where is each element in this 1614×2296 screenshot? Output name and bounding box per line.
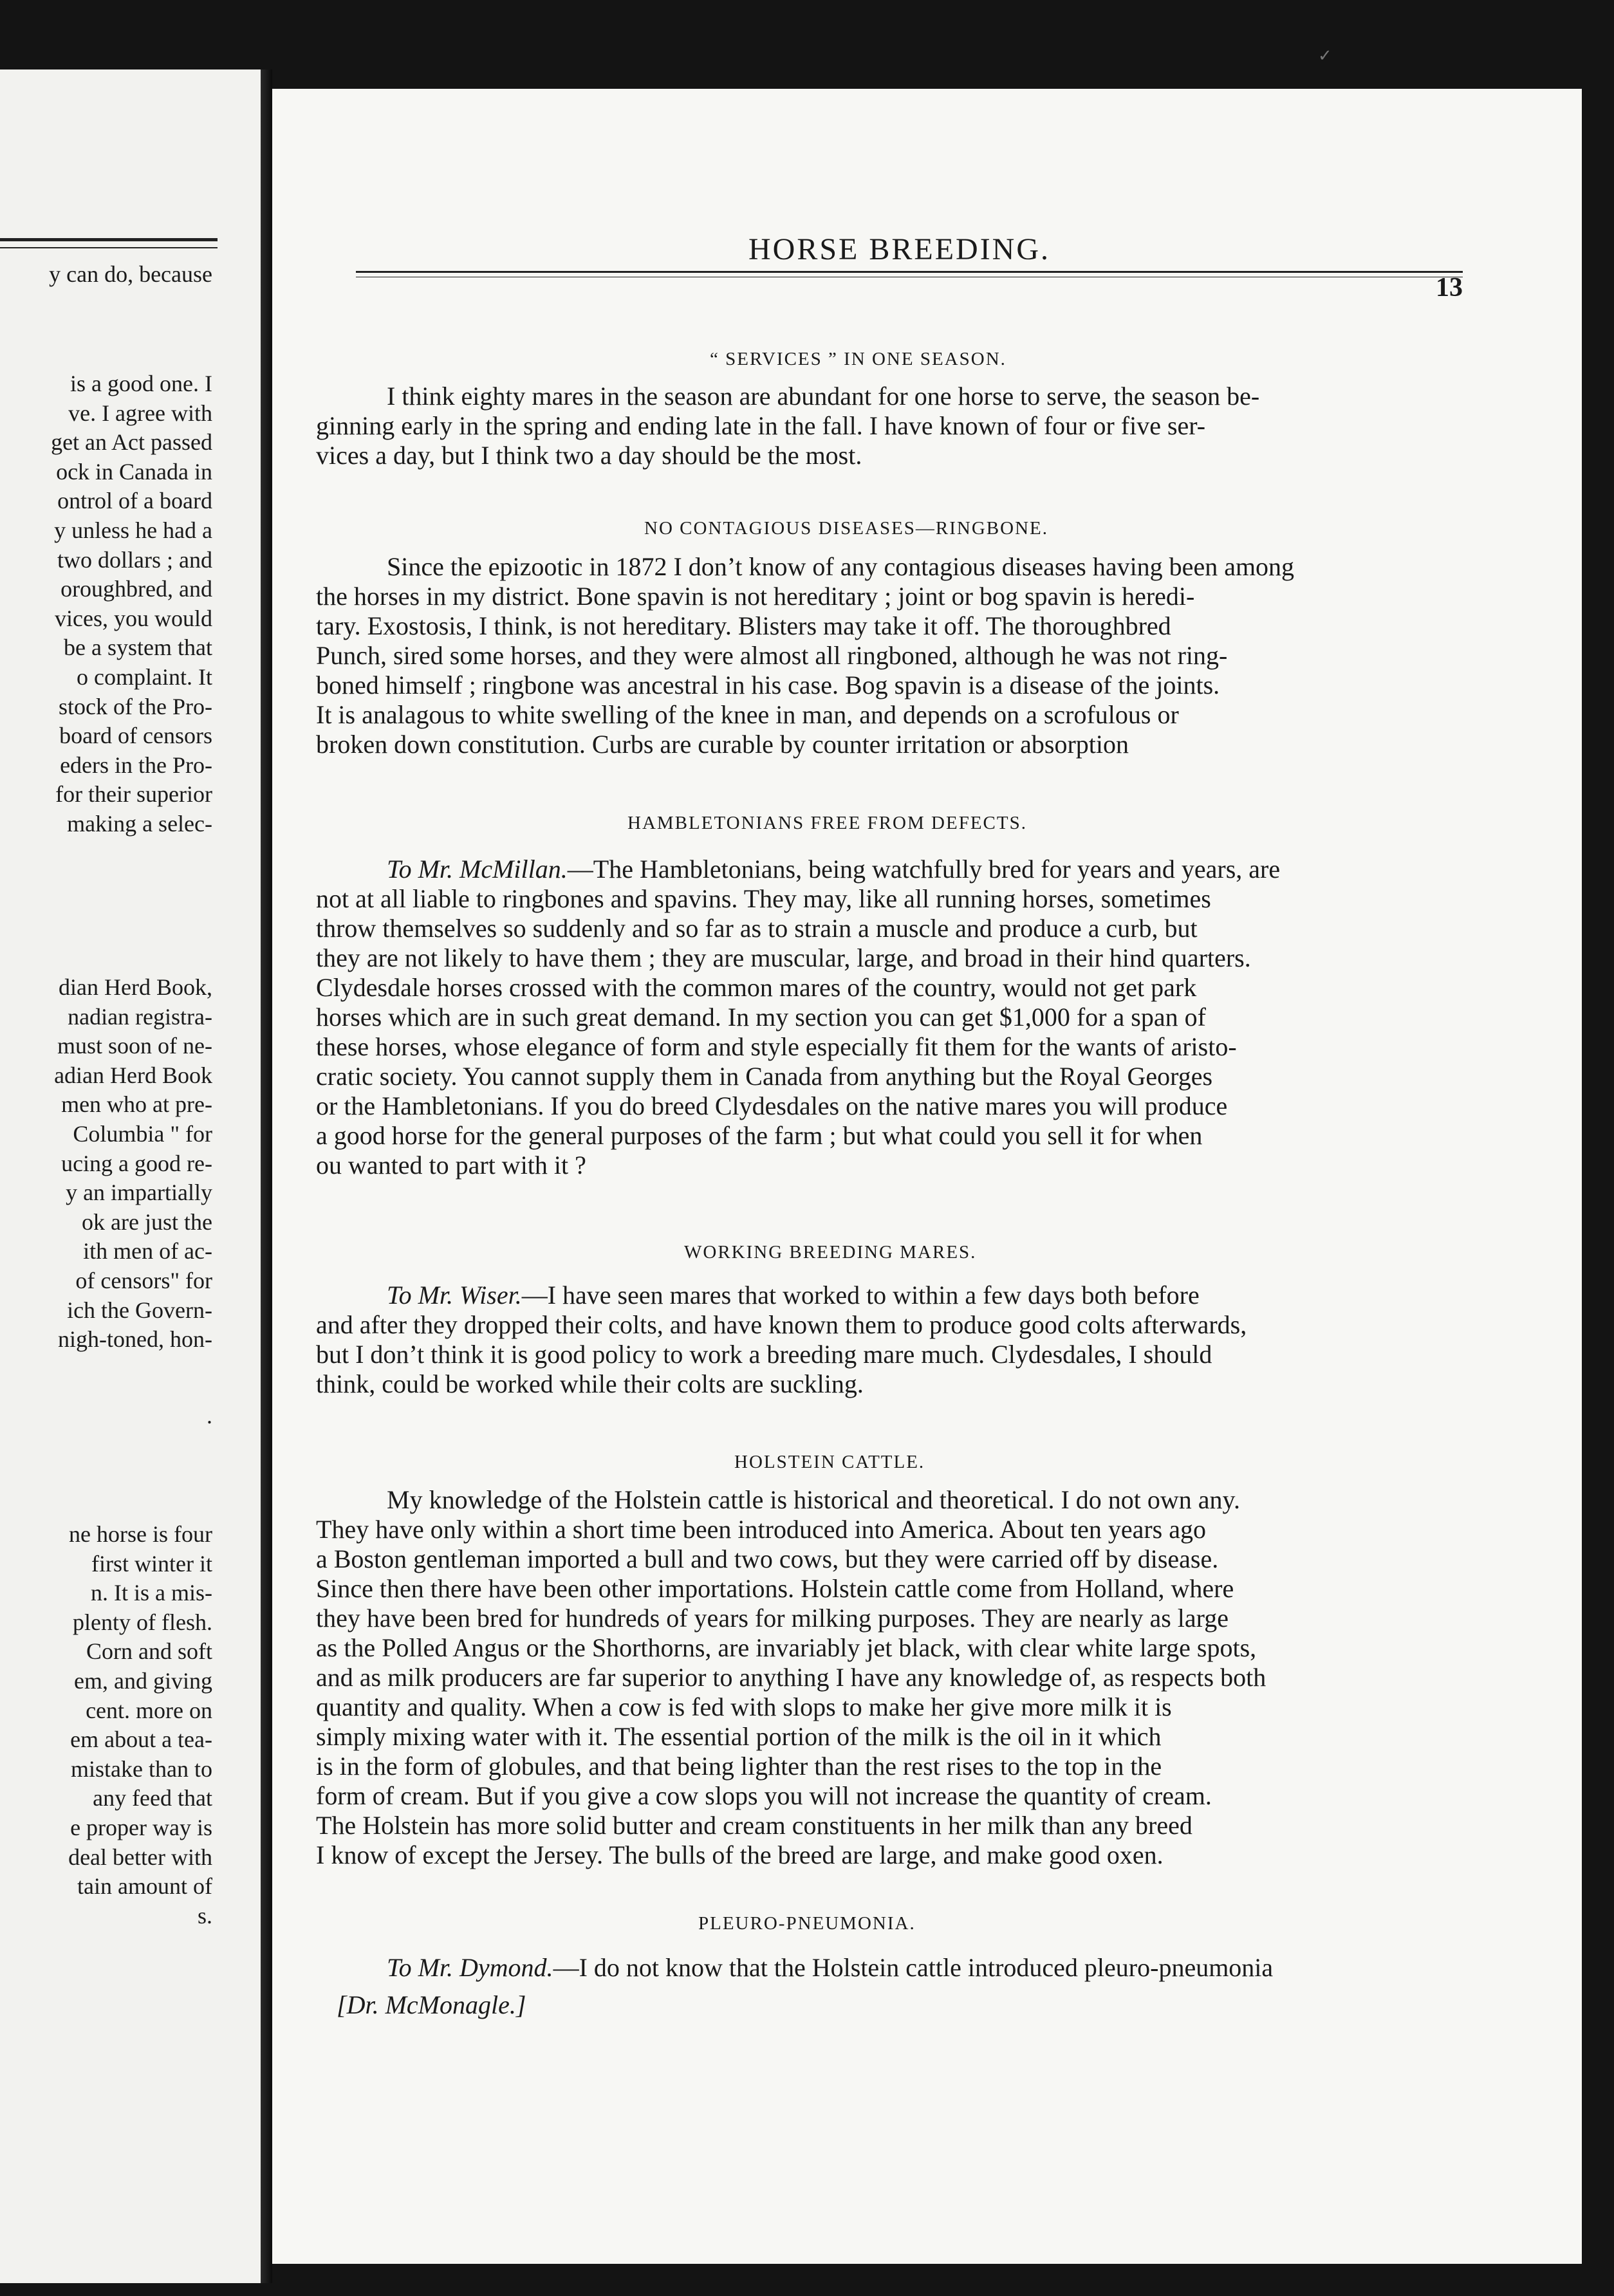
left-page-line: two dollars ; and <box>57 546 212 573</box>
body-line: ou wanted to part with it ? <box>316 1151 586 1180</box>
left-page-line: mistake than to <box>71 1755 212 1782</box>
salutation: To Mr. Dymond. <box>387 1953 553 1982</box>
body-line: but I don’t think it is good policy to work a breeding mare much. Clydesdales, I should <box>316 1340 1212 1369</box>
salutation: To Mr. Wiser. <box>387 1281 522 1310</box>
left-page-line: . <box>207 1403 212 1429</box>
body-line: not at all liable to ringbones and spavins. They may, like all running horses, sometimes <box>316 884 1211 913</box>
body-line: They have only within a short time been introduced into America. About ten years ago <box>316 1515 1206 1544</box>
section-heading-hambletonians: HAMBLETONIANS FREE FROM DEFECTS. <box>627 813 1027 833</box>
left-page-line: stock of the Pro- <box>59 693 212 719</box>
body-line: Punch, sired some horses, and they were almost all ringboned, although he was not ring- <box>316 641 1228 670</box>
left-page-line: plenty of flesh. <box>73 1609 212 1635</box>
left-page-line: ith men of ac- <box>83 1238 212 1264</box>
left-page-line: dian Herd Book, <box>59 974 212 1000</box>
book-page <box>272 89 1582 2264</box>
left-page-line: adian Herd Book <box>54 1062 212 1088</box>
body-line: cratic society. You cannot supply them in Canada from anything but the Royal Georges <box>316 1062 1213 1091</box>
left-page-line: ucing a good re- <box>61 1150 212 1176</box>
running-head: HORSE BREEDING. <box>748 232 1051 266</box>
body-line: It is analagous to white swelling of the knee in man, and depends on a scrofulous or <box>316 700 1179 729</box>
body-line: these horses, whose elegance of form and style especially fit them for the wants of aristo- <box>316 1032 1237 1061</box>
left-page-line: n. It is a mis- <box>91 1580 212 1606</box>
body-line: they are not likely to have them ; they are muscular, large, and broad in their hind quarters. <box>316 943 1251 972</box>
body-line: throw themselves so suddenly and so far as to strain a muscle and produce a curb, but <box>316 914 1198 943</box>
body-line: To Mr. Wiser.—I have seen mares that worked to within a few days both before <box>387 1281 1200 1310</box>
section-heading-pleuro-pneumonia: PLEURO-PNEUMONIA. <box>698 1913 916 1934</box>
body-line: The Holstein has more solid butter and cream constituents in her milk than any breed <box>316 1811 1192 1840</box>
body-line: Since the epizootic in 1872 I don’t know of any contagious diseases having been among <box>387 552 1295 581</box>
left-page-line: y unless he had a <box>54 517 212 543</box>
body-line: Since then there have been other importations. Holstein cattle come from Holland, where <box>316 1574 1234 1603</box>
body-line: as the Polled Angus or the Shorthorns, are invariably jet black, with clear white large spots, <box>316 1633 1257 1662</box>
body-line: I think eighty mares in the season are abundant for one horse to serve, the season be- <box>387 382 1260 411</box>
body-line: broken down constitution. Curbs are curable by counter irritation or absorption <box>316 730 1129 759</box>
left-page-line: making a selec- <box>67 811 212 837</box>
left-page-line: oroughbred, and <box>60 576 212 602</box>
left-page-line: must soon of ne- <box>57 1033 212 1059</box>
body-line: a good horse for the general purposes of the farm ; but what could you sell it for when <box>316 1121 1203 1150</box>
left-page-line: ich the Govern- <box>67 1297 212 1323</box>
body-line: and as milk producers are far superior to anything I have any knowledge of, as respects both <box>316 1663 1266 1692</box>
body-line: think, could be worked while their colts are suckling. <box>316 1369 864 1398</box>
body-line: horses which are in such great demand. In my section you can get $1,000 for a span of <box>316 1003 1206 1032</box>
left-head-rule-thin <box>0 247 218 248</box>
body-line: a Boston gentleman imported a bull and two cows, but they were carried off by disease. <box>316 1544 1219 1573</box>
body-line: quantity and quality. When a cow is fed with slops to make her give more milk it is <box>316 1692 1172 1721</box>
section-heading-services: “ SERVICES ” IN ONE SEASON. <box>710 349 1006 369</box>
salutation: To Mr. McMillan. <box>387 855 568 884</box>
body-line: To Mr. McMillan.—The Hambletonians, being watchfully bred for years and years, are <box>387 855 1281 884</box>
left-page-line: first winter it <box>91 1550 212 1577</box>
left-page-line: for their superior <box>55 781 212 808</box>
left-page-line: em about a tea- <box>70 1727 212 1753</box>
left-page-line: ock in Canada in <box>56 458 212 485</box>
left-page-line: be a system that <box>64 634 212 661</box>
left-page-line: any feed that <box>93 1785 212 1811</box>
section-heading-holstein: HOLSTEIN CATTLE. <box>734 1452 925 1472</box>
left-page-line: get an Act passed <box>51 429 212 456</box>
left-page-line: o complaint. It <box>77 664 212 690</box>
section-heading-contagious: NO CONTAGIOUS DISEASES—RINGBONE. <box>644 518 1048 539</box>
body-line: vices a day, but I think two a day should be the most. <box>316 441 862 470</box>
left-page-line: ok are just the <box>82 1208 212 1235</box>
left-page-line: Columbia " for <box>73 1121 212 1147</box>
book-gutter <box>261 69 272 2283</box>
body-line: simply mixing water with it. The essential portion of the milk is the oil in it which <box>316 1722 1162 1751</box>
left-page-line: ontrol of a board <box>57 488 212 514</box>
left-page-line: y an impartially <box>66 1180 212 1206</box>
body-line: tary. Exostosis, I think, is not hereditary. Blisters may take it off. The thoroughbred <box>316 611 1171 640</box>
previous-page <box>0 69 261 2283</box>
body-line: and after they dropped their colts, and have known them to produce good colts afterwards, <box>316 1310 1247 1339</box>
body-line: form of cream. But if you give a cow slops you will not increase the quantity of cream. <box>316 1781 1212 1810</box>
body-line: they have been bred for hundreds of years for milking purposes. They are nearly as large <box>316 1604 1229 1633</box>
body-line: boned himself ; ringbone was ancestral in his case. Bog spavin is a disease of the joints. <box>316 671 1220 699</box>
body-line: To Mr. Dymond.—I do not know that the Holstein cattle introduced pleuro-pneumonia <box>387 1953 1274 1982</box>
left-page-line: eders in the Pro- <box>60 752 212 778</box>
body-line: My knowledge of the Holstein cattle is historical and theoretical. I do not own any. <box>387 1485 1240 1514</box>
body-line: ginning early in the spring and ending late in the fall. I have known of four or five ser- <box>316 411 1206 440</box>
left-head-rule <box>0 238 218 241</box>
left-page-line: nadian registra- <box>68 1003 212 1030</box>
left-page-line: nigh-toned, hon- <box>58 1326 212 1353</box>
left-page-line: y can do, because <box>49 261 212 287</box>
left-page-line: Corn and soft <box>86 1638 212 1665</box>
body-line: or the Hambletonians. If you do breed Clydesdales on the native mares you will produce <box>316 1091 1228 1120</box>
body-line: I know of except the Jersey. The bulls of the breed are large, and make good oxen. <box>316 1840 1164 1869</box>
left-page-line: ne horse is four <box>69 1521 212 1547</box>
body-line: the horses in my district. Bone spavin is not hereditary ; joint or bog spavin is heredi- <box>316 582 1195 611</box>
left-page-line: men who at pre- <box>61 1091 212 1118</box>
scan-mark-icon: ✓ <box>1318 46 1332 66</box>
head-rule <box>356 271 1463 273</box>
left-page-line: tain amount of <box>77 1873 212 1900</box>
section-heading-working-mares: WORKING BREEDING MARES. <box>684 1242 977 1263</box>
page-number: 13 <box>1436 273 1463 302</box>
attribution: [Dr. McMonagle.] <box>337 1990 526 2019</box>
left-page-line: cent. more on <box>86 1697 212 1723</box>
body-line: is in the form of globules, and that being lighter than the rest rises to the top in the <box>316 1752 1162 1781</box>
left-page-line: vices, you would <box>55 605 212 631</box>
left-page-line: s. <box>197 1902 212 1929</box>
left-page-line: deal better with <box>68 1844 212 1870</box>
left-page-line: e proper way is <box>70 1815 212 1840</box>
left-page-line: em, and giving <box>74 1668 212 1694</box>
body-line: Clydesdale horses crossed with the common mares of the country, would not get park <box>316 973 1197 1002</box>
left-page-line: ve. I agree with <box>68 400 212 426</box>
left-page-line: of censors" for <box>75 1268 212 1293</box>
left-page-line: board of censors <box>59 723 212 749</box>
left-page-line: is a good one. I <box>70 371 212 396</box>
